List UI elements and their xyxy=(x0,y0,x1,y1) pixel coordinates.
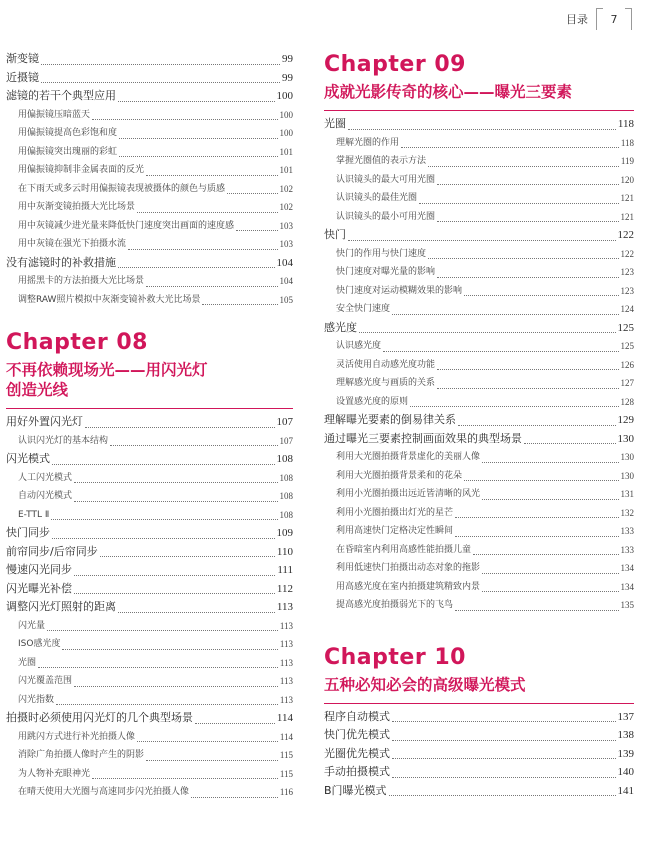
toc-entry xyxy=(6,469,293,488)
toc-entry-title: 调整RAW照片模拟中灰渐变镜补救大光比场景 xyxy=(18,294,201,305)
toc-entry-title: 通过曝光三要素控制画面效果的典型场景 xyxy=(324,431,522,445)
toc-entry-title: 用高感光度在室内拍摄建筑精致内景 xyxy=(336,581,481,592)
toc-entry-title: 消除广角拍摄人像时产生的阴影 xyxy=(18,750,145,760)
toc-entry xyxy=(324,559,634,578)
toc-entry xyxy=(6,524,293,543)
toc-entry-page: 118 xyxy=(620,137,634,148)
dot-leader xyxy=(52,538,275,539)
toc-entry-title: 认识镜头的最小可用光圈 xyxy=(336,211,436,222)
toc-entry xyxy=(6,746,293,765)
toc-entry xyxy=(6,635,293,654)
toc-entry-title: 慢速闪光同步 xyxy=(6,563,72,576)
toc-entry-title: 用偏振镜提高色彩饱和度 xyxy=(18,128,118,138)
toc-entry-page: 101 xyxy=(279,165,293,175)
toc-entry-title: 闪光指数 xyxy=(18,694,55,705)
dot-leader xyxy=(119,138,277,139)
toc-entry-title: 滤镜的若干个典型应用 xyxy=(6,89,116,102)
toc-entry xyxy=(6,50,293,69)
page-number: 7 xyxy=(596,8,632,30)
dot-leader xyxy=(41,82,280,83)
chapter-10-heading xyxy=(324,645,634,704)
dot-leader xyxy=(191,797,278,798)
toc-entry-title: 渐变镜 xyxy=(6,52,39,65)
toc-entry xyxy=(324,152,634,171)
dot-leader xyxy=(464,295,618,296)
toc-entry-title: 闪光模式 xyxy=(6,452,50,465)
toc-entry-page: 112 xyxy=(276,582,293,595)
toc-entry xyxy=(324,430,634,449)
toc-entry xyxy=(6,217,293,236)
dot-leader xyxy=(47,630,278,631)
toc-entry-title: 用摇黑卡的方法拍摄大光比场景 xyxy=(18,276,145,286)
toc-entry-title: 用中灰镜在强光下拍摄水流 xyxy=(18,239,127,249)
toc-entry xyxy=(6,506,293,525)
toc-entry-page: 102 xyxy=(279,183,293,194)
toc-entry xyxy=(6,691,293,710)
toc-entry-title: 灵活使用自动感光度功能 xyxy=(336,359,436,370)
toc-entry-page: 102 xyxy=(279,202,293,212)
dot-leader xyxy=(195,723,275,724)
toc-entry xyxy=(324,541,634,560)
toc-entry xyxy=(324,189,634,208)
toc-entry-page: 110 xyxy=(276,545,293,558)
toc-entry-page: 103 xyxy=(279,220,293,231)
toc-entry-page: 108 xyxy=(276,453,293,465)
dot-leader xyxy=(482,462,618,463)
toc-entry-title: 用中灰渐变镜拍摄大光比场景 xyxy=(18,202,136,212)
toc-entry-page: 139 xyxy=(617,747,634,760)
toc-entry-title: 快门的作用与快门速度 xyxy=(336,248,427,259)
toc-entry xyxy=(6,124,293,143)
toc-entry xyxy=(324,782,634,801)
toc-entry-title: 认识镜头的最大可用光圈 xyxy=(336,174,436,185)
dot-leader xyxy=(146,175,277,176)
toc-list-ch07-tail xyxy=(6,50,293,309)
toc-entry-title: 光圈优先模式 xyxy=(324,746,390,760)
toc-entry-page: 133 xyxy=(620,544,634,555)
toc-entry xyxy=(324,393,634,412)
toc-entry-page: 108 xyxy=(279,472,293,483)
toc-entry-title: 利用低速快门拍摄出动态对象的拖影 xyxy=(336,563,481,573)
dot-leader xyxy=(410,406,618,407)
toc-entry-title: 快门 xyxy=(324,228,346,241)
toc-entry-page: 128 xyxy=(620,396,634,407)
toc-entry xyxy=(324,745,634,764)
dot-leader xyxy=(437,184,618,185)
toc-entry xyxy=(6,598,293,617)
toc-entry-page: 119 xyxy=(620,156,634,166)
toc-entry xyxy=(6,106,293,125)
dot-leader xyxy=(348,240,616,241)
toc-entry xyxy=(6,235,293,254)
toc-entry-page: 129 xyxy=(617,414,634,426)
toc-entry-title: 利用小光圈拍摄出远近皆清晰的风光 xyxy=(336,489,481,499)
toc-entry-title: 利用小光圈拍摄出灯光的星芒 xyxy=(336,507,454,518)
toc-entry xyxy=(6,765,293,784)
toc-entry-title: 在晴天使用大光圈与高速同步闪光拍摄人像 xyxy=(18,787,190,797)
chapter-08-heading xyxy=(6,330,293,409)
section-label: 目录 xyxy=(566,13,588,26)
dot-leader xyxy=(146,760,278,761)
toc-entry xyxy=(324,708,634,727)
dot-leader xyxy=(92,778,278,779)
dot-leader xyxy=(52,464,275,465)
toc-entry-title: 自动闪光模式 xyxy=(18,491,73,501)
dot-leader xyxy=(110,445,277,446)
toc-entry xyxy=(6,709,293,728)
toc-entry-page: 123 xyxy=(620,285,634,296)
toc-entry-title: 手动拍摄模式 xyxy=(324,765,390,778)
toc-entry-page: 122 xyxy=(617,229,634,241)
toc-entry xyxy=(324,763,634,782)
dot-leader xyxy=(74,593,275,594)
toc-entry-page: 121 xyxy=(620,193,634,203)
dot-leader xyxy=(419,203,618,204)
toc-entry-title: 闪光覆盖范围 xyxy=(18,676,73,686)
toc-entry xyxy=(6,543,293,562)
toc-entry-page: 124 xyxy=(620,304,634,314)
toc-entry xyxy=(324,411,634,430)
toc-entry-title: 没有滤镜时的补救措施 xyxy=(6,255,116,269)
toc-entry xyxy=(6,143,293,162)
dot-leader xyxy=(56,704,278,705)
dot-leader xyxy=(146,286,277,287)
toc-entry-page: 141 xyxy=(617,784,634,797)
toc-entry xyxy=(6,254,293,273)
toc-entry-page: 113 xyxy=(279,620,293,631)
toc-entry-title: ISO感光度 xyxy=(18,639,61,649)
toc-entry xyxy=(324,467,634,486)
toc-entry xyxy=(324,356,634,375)
dot-leader xyxy=(51,519,277,520)
dot-leader xyxy=(74,686,278,687)
toc-entry-title: 拍摄时必须使用闪光灯的几个典型场景 xyxy=(6,711,193,724)
toc-entry-title: 利用高速快门定格决定性瞬间 xyxy=(336,526,454,536)
toc-entry xyxy=(6,180,293,199)
toc-entry-page: 105 xyxy=(279,294,293,305)
toc-entry xyxy=(324,263,634,282)
toc-entry xyxy=(324,578,634,597)
dot-leader xyxy=(524,443,616,444)
chapter-title xyxy=(6,360,293,400)
toc-entry xyxy=(324,374,634,393)
toc-entry xyxy=(324,726,634,745)
toc-entry-title: 用偏振镜抑制非金属表面的反光 xyxy=(18,165,145,175)
dot-leader xyxy=(458,425,616,426)
dot-leader xyxy=(92,119,277,120)
toc-entry-title: 设置感光度的原则 xyxy=(336,396,409,407)
toc-entry xyxy=(324,300,634,319)
toc-entry-page: 107 xyxy=(279,435,293,446)
toc-entry xyxy=(6,654,293,673)
chapter-divider xyxy=(6,408,293,409)
toc-entry xyxy=(6,561,293,580)
toc-entry-title: 用跳闪方式进行补光拍摄人像 xyxy=(18,731,136,742)
toc-entry-page: 125 xyxy=(620,341,634,351)
dot-leader xyxy=(74,501,277,502)
toc-entry xyxy=(6,291,293,310)
page-header xyxy=(566,8,632,30)
toc-entry-title: 安全快门速度 xyxy=(336,304,391,314)
dot-leader xyxy=(41,64,280,65)
toc-entry xyxy=(6,69,293,88)
dot-leader xyxy=(482,573,618,574)
toc-entry-title: 在下雨天或多云时用偏振镜表现被摄体的颜色与质感 xyxy=(18,183,226,194)
toc-entry-title: 用偏振镜压暗蓝天 xyxy=(18,109,91,120)
toc-entry-title: 利用大光圈拍摄背景虚化的美丽人像 xyxy=(336,452,481,462)
chapter-divider xyxy=(324,110,634,111)
dot-leader xyxy=(428,258,618,259)
toc-entry-page: 135 xyxy=(620,600,634,610)
dot-leader xyxy=(455,536,618,537)
dot-leader xyxy=(392,721,616,722)
dot-leader xyxy=(85,427,275,428)
dot-leader xyxy=(100,556,275,557)
dot-leader xyxy=(437,369,618,370)
toc-entry xyxy=(6,161,293,180)
chapter-divider xyxy=(324,703,634,704)
toc-entry-title: B门曝光模式 xyxy=(324,783,387,797)
dot-leader xyxy=(227,193,277,194)
toc-entry-page: 114 xyxy=(276,712,293,724)
toc-entry-page: 116 xyxy=(279,787,293,797)
toc-entry-page: 138 xyxy=(617,729,634,741)
toc-entry xyxy=(324,115,634,134)
toc-entry-title: 在昏暗室内利用高感性能拍摄儿童 xyxy=(336,544,472,555)
toc-entry-title: 用偏振镜突出瑰丽的彩虹 xyxy=(18,146,118,157)
toc-entry-page: 99 xyxy=(282,71,293,84)
toc-entry-page: 115 xyxy=(279,768,293,779)
toc-entry-page: 130 xyxy=(617,432,634,445)
toc-entry xyxy=(324,208,634,227)
chapter-number: Chapter 10 xyxy=(324,644,466,670)
chapter-title-line: 创造光线 xyxy=(6,381,69,399)
toc-entry-title: 调整闪光灯照射的距离 xyxy=(6,600,116,613)
dot-leader xyxy=(118,101,275,102)
toc-entry-page: 130 xyxy=(620,452,634,462)
toc-entry-title: 快门同步 xyxy=(6,526,50,539)
toc-entry-title: 认识闪光灯的基本结构 xyxy=(18,435,109,446)
dot-leader xyxy=(389,795,616,796)
toc-entry-page: 107 xyxy=(276,416,293,428)
toc-entry-page: 127 xyxy=(620,378,634,388)
toc-entry xyxy=(6,450,293,469)
toc-entry-title: 感光度 xyxy=(324,320,357,334)
toc-entry xyxy=(6,728,293,747)
toc-entry-page: 115 xyxy=(279,750,293,760)
toc-entry-title: 光圈 xyxy=(18,657,37,668)
toc-entry xyxy=(324,319,634,338)
toc-entry-page: 140 xyxy=(617,766,634,778)
toc-entry-title: 利用大光圈拍摄背景柔和的花朵 xyxy=(336,470,463,481)
toc-entry-title: 理解光圈的作用 xyxy=(336,137,400,148)
toc-entry-page: 104 xyxy=(279,276,293,286)
toc-entry-title: 光圈 xyxy=(324,117,346,130)
toc-entry-title: 闪光曝光补偿 xyxy=(6,581,72,595)
toc-entry xyxy=(324,171,634,190)
toc-entry xyxy=(324,134,634,153)
chapter-number: Chapter 08 xyxy=(6,330,148,355)
dot-leader xyxy=(392,777,616,778)
toc-entry-page: 100 xyxy=(279,128,293,138)
toc-entry-page: 132 xyxy=(620,507,634,518)
toc-entry xyxy=(324,448,634,467)
toc-entry xyxy=(324,504,634,523)
toc-entry-page: 103 xyxy=(279,239,293,249)
toc-entry-page: 137 xyxy=(617,710,634,723)
toc-entry-page: 108 xyxy=(279,509,293,520)
dot-leader xyxy=(74,575,275,576)
dot-leader xyxy=(137,212,277,213)
dot-leader xyxy=(392,314,618,315)
dot-leader xyxy=(401,147,619,148)
toc-entry-page: 100 xyxy=(279,109,293,120)
toc-left-column xyxy=(6,50,293,802)
toc-entry-page: 113 xyxy=(279,694,293,705)
toc-entry-page: 121 xyxy=(620,211,634,222)
toc-entry-title: 理解曝光要素的倒易律关系 xyxy=(324,413,456,426)
dot-leader xyxy=(348,129,616,130)
toc-right-column xyxy=(324,52,634,800)
dot-leader xyxy=(437,388,618,389)
dot-leader xyxy=(202,304,277,305)
dot-leader xyxy=(118,267,275,268)
toc-entry-title: 掌握光圈值的表示方法 xyxy=(336,156,427,166)
chapter-number: Chapter 09 xyxy=(324,52,466,77)
dot-leader xyxy=(392,740,616,741)
toc-entry-page: 100 xyxy=(276,90,293,102)
toc-entry-page: 101 xyxy=(279,146,293,157)
toc-entry xyxy=(6,580,293,599)
dot-leader xyxy=(128,249,277,250)
toc-entry-title: 认识感光度 xyxy=(336,341,382,351)
toc-entry-title: 快门优先模式 xyxy=(324,728,390,741)
toc-entry-title: 快门速度对曝光量的影响 xyxy=(336,267,436,277)
toc-entry-page: 125 xyxy=(617,321,634,334)
chapter-title: 五种必知必会的高级曝光模式 xyxy=(324,675,526,694)
toc-entry-page: 111 xyxy=(277,564,293,576)
dot-leader xyxy=(392,758,616,759)
toc-entry-page: 108 xyxy=(279,491,293,501)
dot-leader xyxy=(137,741,278,742)
toc-entry xyxy=(6,413,293,432)
dot-leader xyxy=(455,610,618,611)
toc-entry-page: 104 xyxy=(276,256,293,269)
toc-entry-title: 程序自动模式 xyxy=(324,709,390,723)
chapter-09-heading xyxy=(324,52,634,111)
dot-leader xyxy=(464,480,618,481)
toc-entry-page: 133 xyxy=(620,526,634,536)
toc-entry xyxy=(6,272,293,291)
dot-leader xyxy=(473,554,618,555)
toc-entry-title: 前帘同步/后帘同步 xyxy=(6,544,98,558)
dot-leader xyxy=(428,166,619,167)
dot-leader xyxy=(437,277,618,278)
toc-entry-title: 近摄镜 xyxy=(6,70,39,84)
toc-entry-page: 113 xyxy=(279,657,293,668)
dot-leader xyxy=(74,482,277,483)
toc-entry-page: 134 xyxy=(620,581,634,592)
dot-leader xyxy=(482,499,618,500)
toc-entry-page: 120 xyxy=(620,174,634,185)
dot-leader xyxy=(118,612,275,613)
toc-entry-page: 126 xyxy=(620,359,634,370)
toc-entry-page: 114 xyxy=(279,731,293,742)
dot-leader xyxy=(482,591,618,592)
toc-entry-title: 用好外置闪光灯 xyxy=(6,415,83,428)
chapter-title: 成就光影传奇的核心——曝光三要素 xyxy=(324,83,573,101)
toc-entry-page: 113 xyxy=(276,601,293,613)
dot-leader xyxy=(62,649,277,650)
toc-entry xyxy=(324,596,634,615)
toc-entry xyxy=(324,226,634,245)
chapter-title-line: 不再依赖现场光——用闪光灯 xyxy=(6,361,208,379)
toc-entry-title: 理解感光度与画质的关系 xyxy=(336,378,436,388)
toc-entry xyxy=(6,432,293,451)
dot-leader xyxy=(383,351,618,352)
toc-entry-page: 122 xyxy=(620,248,634,259)
toc-entry-page: 99 xyxy=(282,53,293,65)
toc-entry-title: 快门速度对运动模糊效果的影响 xyxy=(336,285,463,296)
toc-entry-page: 109 xyxy=(276,527,293,539)
toc-entry-title: 为人物补充眼神光 xyxy=(18,768,91,779)
dot-leader xyxy=(455,517,618,518)
toc-list-ch08 xyxy=(6,413,293,802)
toc-entry-page: 131 xyxy=(620,489,634,499)
toc-entry xyxy=(324,522,634,541)
toc-entry-title: 提高感光度拍摄弱光下的飞鸟 xyxy=(336,600,454,610)
toc-entry-title: 人工闪光模式 xyxy=(18,472,73,483)
dot-leader xyxy=(236,230,277,231)
toc-entry xyxy=(324,485,634,504)
dot-leader xyxy=(437,221,618,222)
toc-list-ch09 xyxy=(324,115,634,615)
toc-entry-page: 118 xyxy=(617,118,634,130)
toc-entry xyxy=(6,87,293,106)
toc-entry xyxy=(6,617,293,636)
dot-leader xyxy=(119,156,277,157)
toc-entry-page: 123 xyxy=(620,267,634,277)
toc-entry xyxy=(324,245,634,264)
toc-entry xyxy=(6,487,293,506)
dot-leader xyxy=(359,332,616,333)
toc-entry xyxy=(324,337,634,356)
toc-entry-page: 130 xyxy=(620,470,634,481)
toc-list-ch10 xyxy=(324,708,634,801)
toc-entry-title: 认识镜头的最佳光圈 xyxy=(336,193,418,203)
toc-entry xyxy=(324,282,634,301)
toc-entry-page: 113 xyxy=(279,639,293,649)
toc-entry xyxy=(6,672,293,691)
toc-entry-title: E-TTL Ⅱ xyxy=(18,509,50,520)
toc-entry-title: 闪光量 xyxy=(18,620,46,631)
toc-entry-title: 用中灰镜减少进光量来降低快门速度突出画面的速度感 xyxy=(18,220,235,231)
toc-entry xyxy=(6,198,293,217)
dot-leader xyxy=(38,667,278,668)
toc-entry-page: 113 xyxy=(279,676,293,686)
toc-entry xyxy=(6,783,293,802)
toc-entry-page: 134 xyxy=(620,563,634,573)
